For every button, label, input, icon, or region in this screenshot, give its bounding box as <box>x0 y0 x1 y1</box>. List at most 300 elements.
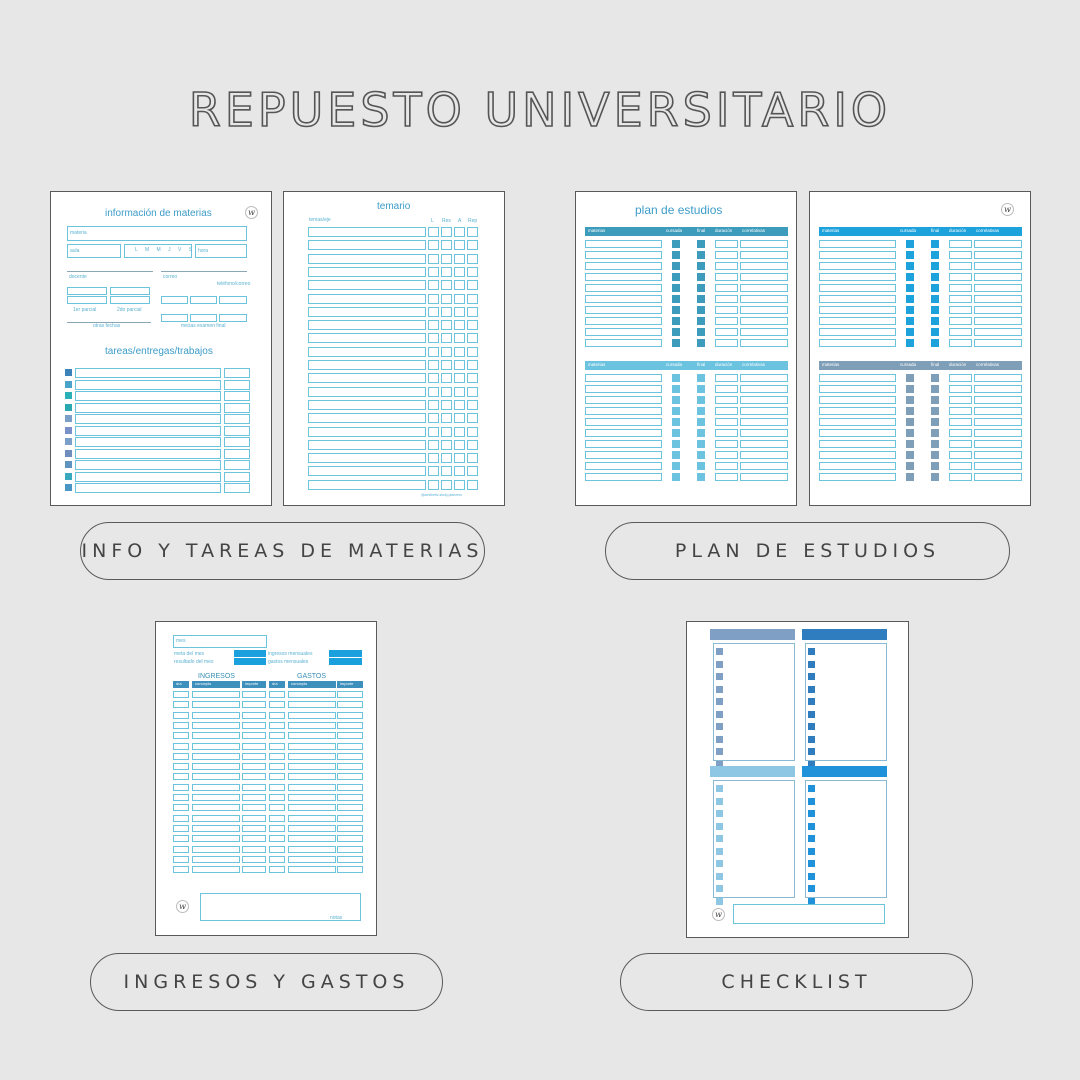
ig-cell <box>192 804 240 811</box>
checklist-checkbox <box>808 848 815 855</box>
plan-final-mark <box>931 295 939 303</box>
task-checkbox <box>65 381 72 388</box>
otras-fechas-label: otras fechas <box>93 323 121 329</box>
temario-check <box>428 280 439 290</box>
ig-cell <box>173 825 189 832</box>
temario-check <box>454 333 465 343</box>
correo-line <box>161 271 247 272</box>
temario-col-rep: Rep <box>468 218 478 224</box>
plan-final-mark <box>697 328 705 336</box>
mesas-label: mesas examen final <box>181 323 226 329</box>
plan-header-label: duración <box>949 228 967 233</box>
plan-final-mark <box>931 317 939 325</box>
temario-row-field <box>308 240 426 250</box>
ig-cell <box>269 866 285 873</box>
plan-materia-field <box>819 385 896 393</box>
plan-duracion-field <box>949 385 972 393</box>
temario-check <box>441 307 452 317</box>
ingresos-gastos-label: INGRESOS Y GASTOS <box>123 971 410 993</box>
parcial2-box-a <box>110 287 150 295</box>
ig-cell <box>242 753 266 760</box>
temario-row-field <box>308 387 426 397</box>
days-label: L M M J V S <box>135 247 196 253</box>
plan-materia-field <box>819 328 896 336</box>
plan-duracion-field <box>949 407 972 415</box>
ig-cell <box>269 794 285 801</box>
checklist-checkbox <box>808 860 815 867</box>
temario-check <box>454 307 465 317</box>
ig-cell <box>337 732 363 739</box>
plan-final-mark <box>931 473 939 481</box>
plan-correlativas-field <box>740 385 788 393</box>
ig-cell <box>192 866 240 873</box>
ig-cell <box>242 846 266 853</box>
ig-cell <box>173 866 189 873</box>
plan-duracion-field <box>949 339 972 347</box>
plan-correlativas-field <box>974 295 1022 303</box>
plan-cursada-mark <box>906 328 914 336</box>
temario-check <box>454 387 465 397</box>
temario-check <box>467 413 478 423</box>
plan-correlativas-field <box>974 317 1022 325</box>
notas-label: notas <box>330 915 343 921</box>
ig-cell <box>288 815 336 822</box>
plan-duracion-field <box>715 451 738 459</box>
checklist-checkbox <box>716 798 723 805</box>
checklist-checkbox <box>808 673 815 680</box>
temario-check <box>467 400 478 410</box>
plan-final-mark <box>697 317 705 325</box>
plan-cursada-mark <box>906 262 914 270</box>
temario-check <box>428 466 439 476</box>
checklist-checkbox <box>716 748 723 755</box>
plan-correlativas-field <box>974 429 1022 437</box>
plan-final-mark <box>931 396 939 404</box>
plan-final-mark <box>697 240 705 248</box>
checklist-checkbox <box>716 648 723 655</box>
plan-materia-field <box>819 251 896 259</box>
plan-correlativas-field <box>740 273 788 281</box>
aula-label: aula <box>70 248 80 254</box>
plan-final-mark <box>931 339 939 347</box>
temario-check <box>467 333 478 343</box>
temario-check <box>454 453 465 463</box>
task-date-field <box>224 403 250 413</box>
temario-check <box>454 373 465 383</box>
plan-cursada-mark <box>672 374 680 382</box>
parcial1-box-a <box>67 287 107 295</box>
brand-logo: w <box>1001 203 1014 216</box>
temario-check <box>428 227 439 237</box>
plan-materia-field <box>585 339 662 347</box>
plan-final-mark <box>697 273 705 281</box>
temario-check <box>454 400 465 410</box>
checklist-checkbox <box>808 698 815 705</box>
ig-cell <box>242 691 266 698</box>
plan-estudios-page-1 <box>575 191 797 506</box>
plan-duracion-field <box>715 262 738 270</box>
plan-correlativas-field <box>740 396 788 404</box>
ig-cell <box>288 732 336 739</box>
plan-cursada-mark <box>672 429 680 437</box>
ig-cell <box>173 815 189 822</box>
plan-final-mark <box>931 462 939 470</box>
plan-duracion-field <box>949 295 972 303</box>
plan-cursada-mark <box>906 295 914 303</box>
ig-cell <box>337 866 363 873</box>
task-field <box>75 403 221 413</box>
plan-header-label: correlativas <box>976 362 1000 367</box>
plan-duracion-field <box>715 429 738 437</box>
task-field <box>75 449 221 459</box>
plan-header-label: cursada <box>900 228 917 233</box>
gastos-mens-label: gastos mensuales <box>268 659 309 665</box>
temario-check <box>428 360 439 370</box>
plan-materia-field <box>585 473 662 481</box>
mes-label: mes <box>176 638 186 644</box>
plan-materia-field <box>585 396 662 404</box>
ig-cell <box>173 846 189 853</box>
ig-cell <box>173 856 189 863</box>
plan-duracion-field <box>715 295 738 303</box>
plan-cursada-mark <box>906 273 914 281</box>
plan-duracion-field <box>715 306 738 314</box>
plan-duracion-field <box>949 251 972 259</box>
plan-materia-field <box>819 407 896 415</box>
plan-duracion-field <box>715 385 738 393</box>
plan-final-mark <box>931 306 939 314</box>
plan-correlativas-field <box>740 473 788 481</box>
checklist-header-bar <box>710 766 795 777</box>
checklist-checkbox <box>716 785 723 792</box>
checklist-checkbox <box>808 823 815 830</box>
ig-cell <box>173 763 189 770</box>
checklist-checkbox <box>808 648 815 655</box>
temario-check <box>428 307 439 317</box>
plan-correlativas-field <box>974 396 1022 404</box>
temario-row-field <box>308 227 426 237</box>
task-checkbox <box>65 392 72 399</box>
temario-check <box>454 227 465 237</box>
plan-cursada-mark <box>672 317 680 325</box>
task-date-field <box>224 368 250 378</box>
task-checkbox <box>65 450 72 457</box>
checklist-checkbox <box>808 723 815 730</box>
plan-materia-field <box>819 339 896 347</box>
plan-correlativas-field <box>740 440 788 448</box>
plan-final-mark <box>931 451 939 459</box>
task-field <box>75 368 221 378</box>
plan-header-label: duración <box>715 362 733 367</box>
plan-cursada-mark <box>906 451 914 459</box>
ig-cell <box>192 691 240 698</box>
ig-cell <box>192 712 240 719</box>
ig-cell <box>192 743 240 750</box>
plan-materia-field <box>819 440 896 448</box>
checklist-checkbox <box>716 848 723 855</box>
plan-materia-field <box>585 462 662 470</box>
checklist-header-bar <box>802 766 887 777</box>
checklist-checkbox <box>716 860 723 867</box>
checklist-checkbox <box>716 885 723 892</box>
plan-final-mark <box>931 262 939 270</box>
plan-materia-field <box>819 317 896 325</box>
ig-cell <box>242 701 266 708</box>
checklist-header-bar <box>710 629 795 640</box>
plan-correlativas-field <box>740 240 788 248</box>
plan-duracion-field <box>949 429 972 437</box>
ig-cell <box>192 794 240 801</box>
plan-estudios-label: PLAN DE ESTUDIOS <box>674 540 941 562</box>
ig-cell <box>288 794 336 801</box>
plan-materia-field <box>585 251 662 259</box>
ig-cell <box>242 835 266 842</box>
plan-header-label: materias <box>588 228 606 233</box>
ig-cell <box>242 732 266 739</box>
temario-check <box>428 333 439 343</box>
resultado-label: resultado del mes <box>174 659 214 665</box>
temario-check <box>454 427 465 437</box>
checklist-checkbox <box>808 885 815 892</box>
plan-duracion-field <box>715 251 738 259</box>
ig-cell <box>337 743 363 750</box>
tareas-title: tareas/entregas/trabajos <box>105 346 213 357</box>
temario-check <box>428 413 439 423</box>
plan-correlativas-field <box>974 462 1022 470</box>
plan-cursada-mark <box>672 385 680 393</box>
plan-cursada-mark <box>906 440 914 448</box>
mesa-box-5 <box>190 314 217 322</box>
plan-final-mark <box>931 429 939 437</box>
plan-duracion-field <box>949 396 972 404</box>
ig-cell <box>242 804 266 811</box>
checklist-checkbox <box>716 736 723 743</box>
temario-check <box>441 466 452 476</box>
plan-correlativas-field <box>974 284 1022 292</box>
task-date-field <box>224 426 250 436</box>
plan-cursada-mark <box>672 295 680 303</box>
checklist-checkbox <box>716 698 723 705</box>
plan-materia-field <box>819 306 896 314</box>
temario-row-field <box>308 333 426 343</box>
ig-cell <box>288 763 336 770</box>
plan-duracion-field <box>949 306 972 314</box>
checklist-checkbox <box>808 785 815 792</box>
plan-estudios-button[interactable] <box>605 522 1010 580</box>
temario-check <box>441 240 452 250</box>
checklist-button[interactable] <box>620 953 973 1011</box>
plan-cursada-mark <box>672 396 680 404</box>
plan-final-mark <box>697 306 705 314</box>
temario-check <box>467 440 478 450</box>
temario-check <box>454 466 465 476</box>
temario-row-field <box>308 254 426 264</box>
plan-materia-field <box>585 306 662 314</box>
ig-cell <box>173 701 189 708</box>
ig-cell <box>173 753 189 760</box>
ig-cell <box>173 722 189 729</box>
plan-correlativas-field <box>974 240 1022 248</box>
plan-cursada-mark <box>672 462 680 470</box>
ig-cell <box>269 846 285 853</box>
temario-check <box>467 280 478 290</box>
plan-duracion-field <box>715 374 738 382</box>
plan-final-mark <box>697 429 705 437</box>
ig-cell <box>269 743 285 750</box>
ig-cell <box>269 804 285 811</box>
plan-duracion-field <box>715 328 738 336</box>
temario-row-field <box>308 280 426 290</box>
task-field <box>75 391 221 401</box>
checklist-checkbox <box>716 673 723 680</box>
task-field <box>75 483 221 493</box>
plan-cursada-mark <box>672 440 680 448</box>
ig-cell <box>337 691 363 698</box>
temario-row-field <box>308 373 426 383</box>
ig-cell <box>288 753 336 760</box>
plan-header-label: final <box>697 362 706 367</box>
plan-header-label: correlativas <box>742 362 766 367</box>
gastos-mens-bar <box>329 658 362 665</box>
temario-check <box>467 294 478 304</box>
plan-materia-field <box>585 385 662 393</box>
info-materias-page <box>50 191 272 506</box>
plan-cursada-mark <box>672 251 680 259</box>
plan-header-label: correlativas <box>742 228 766 233</box>
checklist-checkbox <box>716 835 723 842</box>
temario-row-field <box>308 466 426 476</box>
ig-cell <box>269 712 285 719</box>
temario-check <box>467 320 478 330</box>
plan-materia-field <box>585 418 662 426</box>
task-date-field <box>224 449 250 459</box>
temario-check <box>441 320 452 330</box>
plan-cursada-mark <box>672 407 680 415</box>
plan-duracion-field <box>715 462 738 470</box>
ig-cell <box>269 773 285 780</box>
temario-check <box>467 227 478 237</box>
plan-cursada-mark <box>672 473 680 481</box>
plan-materia-field <box>819 429 896 437</box>
temario-check <box>467 453 478 463</box>
plan-duracion-field <box>949 284 972 292</box>
mes-field <box>173 635 267 648</box>
plan-cursada-mark <box>906 418 914 426</box>
plan-duracion-field <box>949 451 972 459</box>
ig-cell <box>288 804 336 811</box>
temario-check <box>467 387 478 397</box>
plan-correlativas-field <box>740 451 788 459</box>
plan-materia-field <box>819 451 896 459</box>
checklist-page <box>686 621 909 938</box>
temario-page <box>283 191 505 506</box>
resultado-bar <box>234 658 266 665</box>
checklist-panel <box>713 780 795 898</box>
temario-check <box>441 480 452 490</box>
ig-cell <box>269 701 285 708</box>
plan-final-mark <box>931 418 939 426</box>
plan-correlativas-field <box>974 251 1022 259</box>
plan-final-mark <box>697 339 705 347</box>
temario-check <box>467 480 478 490</box>
plan-header-label: materias <box>822 362 840 367</box>
ig-cell <box>288 784 336 791</box>
ig-cell <box>269 722 285 729</box>
plan-materia-field <box>585 295 662 303</box>
ig-cell <box>192 784 240 791</box>
checklist-checkbox <box>808 873 815 880</box>
ig-cell <box>288 835 336 842</box>
temario-check <box>454 254 465 264</box>
plan-materia-field <box>585 328 662 336</box>
plan-materia-field <box>819 418 896 426</box>
plan-header-label: cursada <box>666 362 683 367</box>
plan-duracion-field <box>715 440 738 448</box>
plan-final-mark <box>931 385 939 393</box>
plan-final-mark <box>931 407 939 415</box>
temario-check <box>428 294 439 304</box>
plan-final-mark <box>697 462 705 470</box>
temario-check <box>441 387 452 397</box>
plan-header-label: cursada <box>666 228 683 233</box>
ingresos-gastos-button[interactable] <box>90 953 443 1011</box>
temario-row-field <box>308 360 426 370</box>
plan-duracion-field <box>949 462 972 470</box>
plan-duracion-field <box>949 317 972 325</box>
ig-cell <box>269 732 285 739</box>
ig-cell <box>288 773 336 780</box>
ig-cell <box>337 763 363 770</box>
plan-cursada-mark <box>672 339 680 347</box>
ig-header-label: día <box>176 681 182 686</box>
plan-materia-field <box>585 440 662 448</box>
temario-footer: @aesthetic.study.planners <box>421 493 463 497</box>
meta-label: meta del mes <box>174 651 205 657</box>
plan-cursada-mark <box>906 385 914 393</box>
plan-cursada-mark <box>672 273 680 281</box>
ig-cell <box>269 763 285 770</box>
info-tareas-button[interactable] <box>80 522 485 580</box>
plan-final-mark <box>697 418 705 426</box>
task-checkbox <box>65 404 72 411</box>
plan-final-mark <box>931 284 939 292</box>
checklist-panel <box>805 643 887 761</box>
checklist-checkbox <box>808 661 815 668</box>
plan-final-mark <box>697 396 705 404</box>
plan-duracion-field <box>715 273 738 281</box>
task-date-field <box>224 483 250 493</box>
temario-row-field <box>308 480 426 490</box>
temario-check <box>441 413 452 423</box>
temario-check <box>428 440 439 450</box>
plan-correlativas-field <box>974 440 1022 448</box>
temario-check <box>441 333 452 343</box>
ig-cell <box>337 835 363 842</box>
plan-header-label: final <box>931 362 940 367</box>
plan-correlativas-field <box>740 374 788 382</box>
task-date-field <box>224 414 250 424</box>
checklist-checkbox <box>716 711 723 718</box>
temario-check <box>467 466 478 476</box>
task-field <box>75 380 221 390</box>
plan-duracion-field <box>949 273 972 281</box>
temario-check <box>467 373 478 383</box>
checklist-checkbox <box>716 723 723 730</box>
ingresos-heading: INGRESOS <box>198 673 235 680</box>
gastos-heading: GASTOS <box>297 673 327 680</box>
temario-row-field <box>308 347 426 357</box>
plan-duracion-field <box>715 284 738 292</box>
